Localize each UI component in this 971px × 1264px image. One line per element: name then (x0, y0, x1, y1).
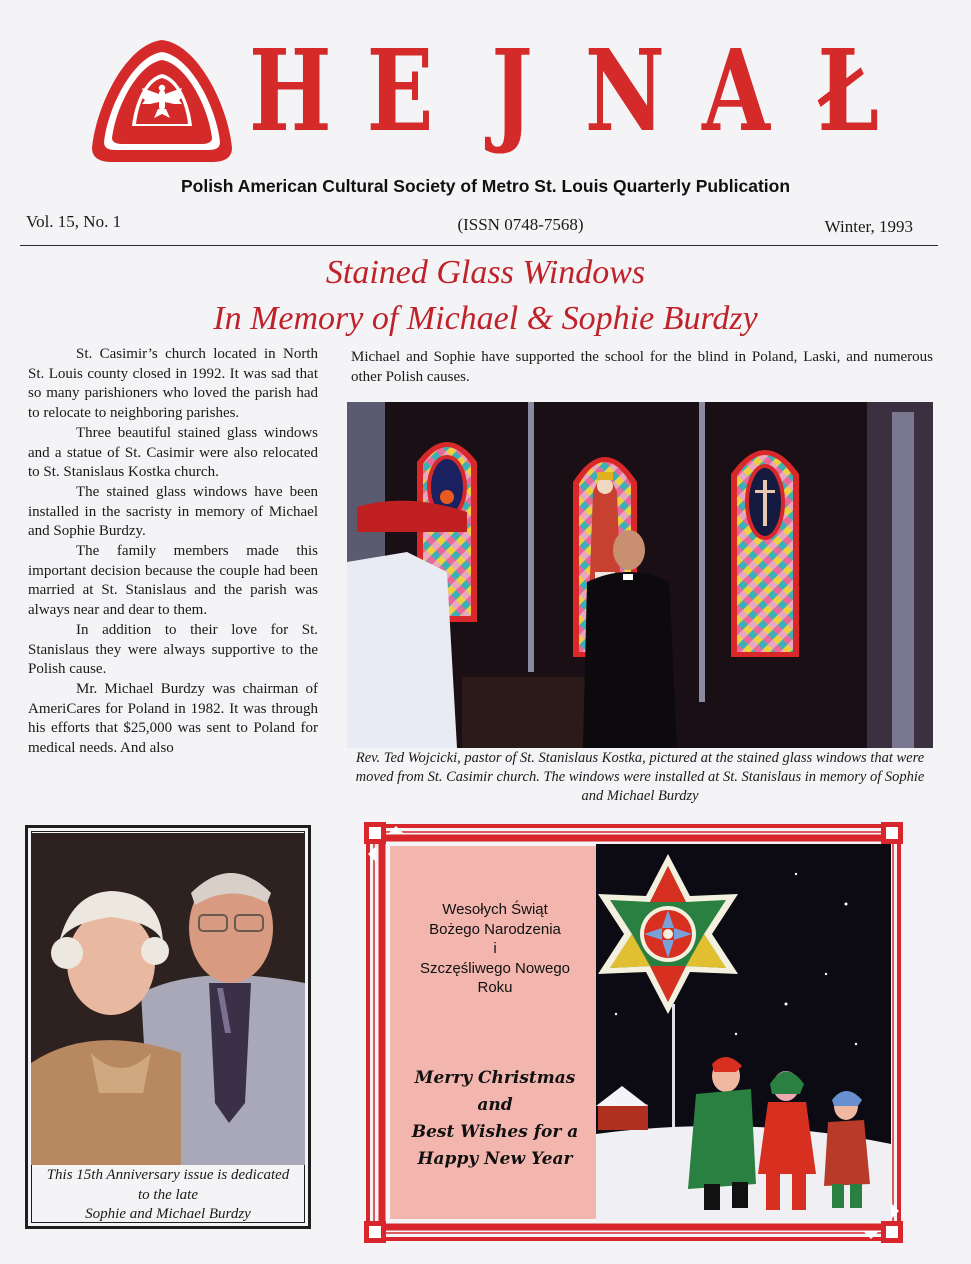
carolers-illustration (596, 844, 891, 1221)
caption-line: to the late (138, 1186, 198, 1203)
volume-number: Vol. 15, No. 1 (26, 212, 122, 231)
masthead-letter: H (249, 26, 332, 157)
polish-greeting (390, 900, 600, 998)
article-right-column (351, 348, 933, 387)
church-photo-caption: Rev. Ted Wojcicki, pastor of St. Stanislaus Kostka, pictured at the stained glass windows that were moved from St. Casimir church. The windows were installed at St. Stanislaus in memory of Sophie and Michael Burdzy (355, 750, 925, 804)
paragraph: The stained glass windows have been installed in the sacristy in memory of Michael and Sophie Burdzy. (28, 483, 318, 540)
english-greeting (390, 1065, 600, 1173)
paragraph: The family members made this important decision because the couple had been married at St. Stanislaus and the parish was always near and dear to them. (28, 543, 318, 619)
masthead-letter: Ł (816, 26, 880, 157)
article-headline-line2: In Memory of Michael & Sophie Burdzy (213, 300, 758, 337)
caption-line: This 15th Anniversary issue is dedicated (46, 1167, 290, 1183)
paragraph: Michael and Sophie have supported the school for the blind in Poland, Laski, and numerous other Polish causes. (351, 349, 933, 385)
couple-photo (31, 833, 305, 1165)
christmas-greeting-card (362, 820, 905, 1245)
paragraph: Three beautiful stained glass windows and a statue of St. Casimir were also relocated to St. Stanislaus Kostka church. (28, 424, 318, 481)
masthead-letter: E (366, 26, 434, 157)
society-logo (88, 36, 236, 164)
caption-line: Sophie and Michael Burdzy (85, 1206, 251, 1222)
dedication-photo-frame (25, 825, 311, 1229)
greeting-line: Wesołych Świąt (442, 901, 548, 918)
masthead-letter: A (702, 26, 770, 157)
issn-number: (ISSN 0748-7568) (457, 215, 584, 234)
article-headline-line1: Stained Glass Windows (325, 254, 646, 291)
masthead-title (238, 26, 898, 157)
masthead-letter: N (585, 26, 665, 157)
paragraph: In addition to their love for St. Stanislaus they were always supportive to the Polish cause. (28, 621, 318, 678)
church-photo (347, 402, 933, 748)
article-left-column (28, 345, 318, 759)
greeting-line: Szczęśliwego Nowego (419, 959, 571, 977)
header-divider (20, 245, 938, 246)
dedication-caption (28, 1166, 308, 1225)
paragraph: St. Casimir’s church located in North St. Louis county closed in 1992. It was sad that so many parishioners who loved the parish had to relocate to neighboring parishes. (28, 346, 318, 422)
masthead-letter: J (491, 26, 533, 157)
greeting-line: Happy New Year (417, 1149, 573, 1169)
greeting-line: i (493, 940, 497, 957)
greeting-line: Best Wishes for a (411, 1122, 579, 1142)
paragraph: Mr. Michael Burdzy was chairman of AmeriCares for Poland in 1982. It was through his efforts that $25,000 was sent to Poland for medical needs. And also (28, 680, 318, 757)
greeting-line: Merry Christmas (414, 1068, 576, 1088)
issue-season: Winter, 1993 (824, 217, 913, 236)
greeting-line: Bożego Narodzenia (429, 920, 561, 938)
greeting-line: Roku (477, 979, 513, 996)
stained-glass-window-right (731, 450, 799, 657)
greeting-line: and (477, 1095, 513, 1115)
publication-subtitle: Polish American Cultural Society of Metro St. Louis Quarterly Publication (180, 176, 791, 196)
